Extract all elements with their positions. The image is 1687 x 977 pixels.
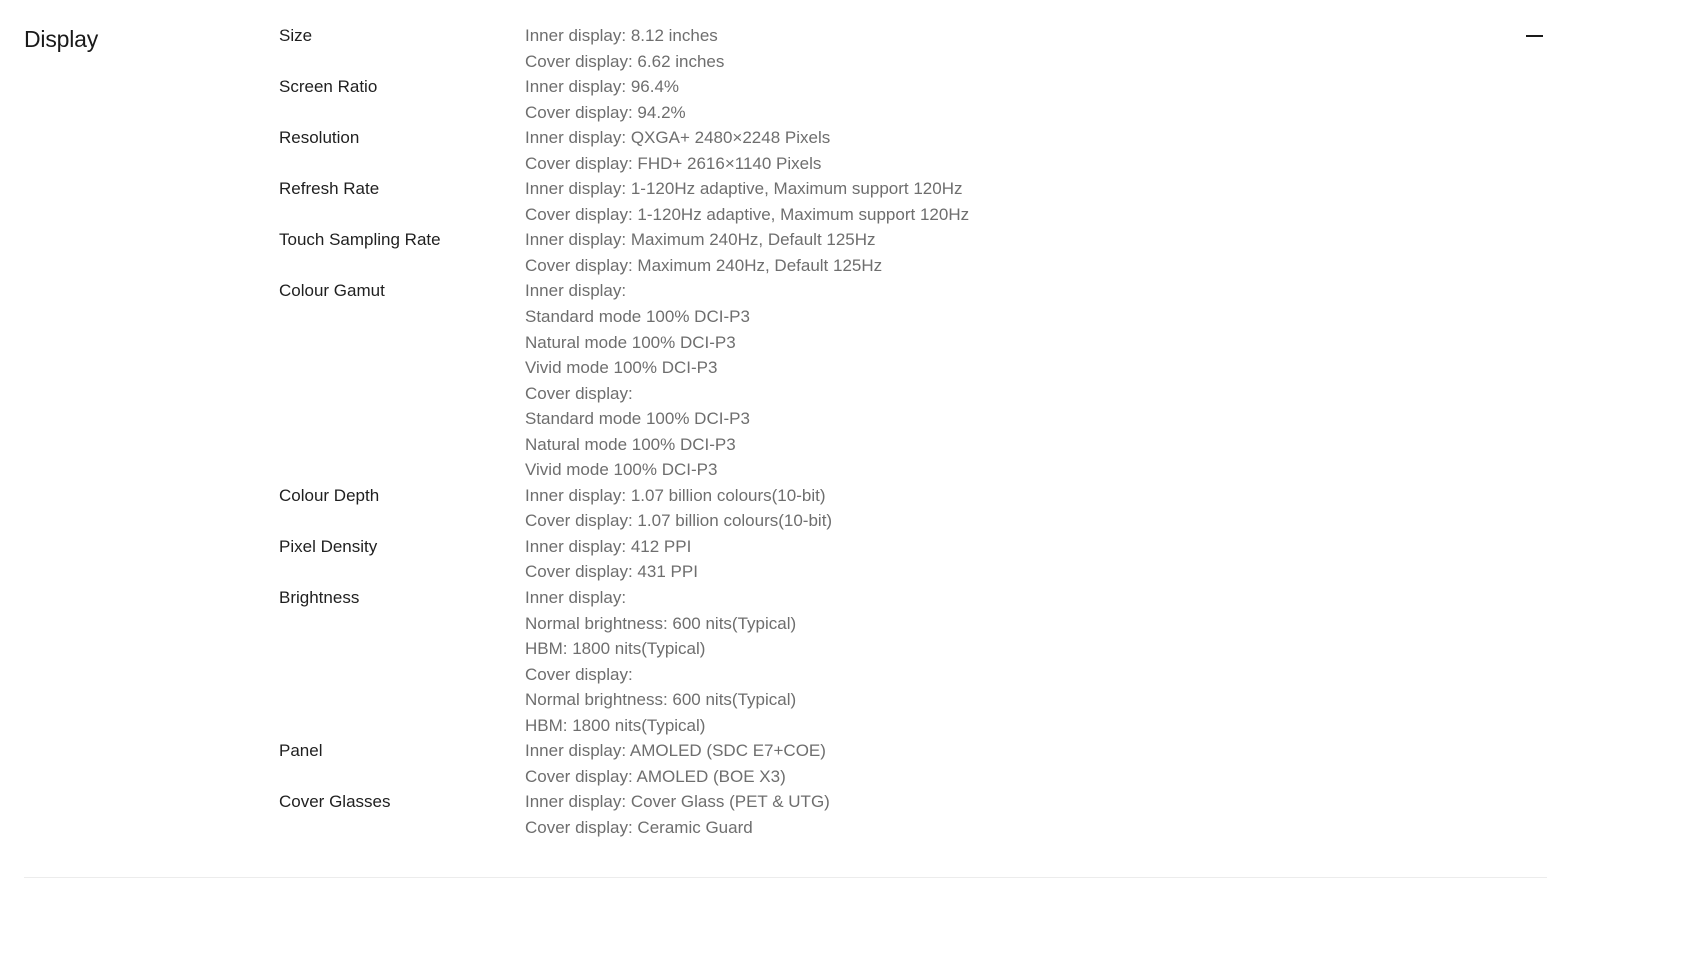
spec-row <box>279 789 1379 840</box>
spec-values <box>525 789 1379 840</box>
spec-label: Screen Ratio <box>279 77 378 97</box>
spec-values <box>525 738 1379 789</box>
spec-values <box>525 23 1379 74</box>
spec-value: Cover display: 6.62 inches <box>525 51 725 71</box>
section-title: Display <box>24 26 99 52</box>
spec-row <box>279 125 1379 176</box>
spec-value: HBM: 1800 nits(Typical) <box>525 715 706 735</box>
spec-value: Standard mode 100% DCI-P3 <box>525 307 750 327</box>
spec-value: Cover display: 431 PPI <box>525 562 698 582</box>
spec-value: Normal brightness: 600 nits(Typical) <box>525 690 797 710</box>
spec-value: Inner display: 1-120Hz adaptive, Maximum support 120Hz <box>525 179 963 199</box>
spec-values <box>525 227 1379 278</box>
spec-value: Inner display: <box>525 588 627 608</box>
spec-value: Vivid mode 100% DCI-P3 <box>525 358 718 378</box>
spec-row <box>279 483 1379 534</box>
spec-value: Inner display: 1.07 billion colours(10-bit) <box>525 485 826 505</box>
spec-label: Resolution <box>279 128 360 148</box>
spec-values <box>525 585 1379 738</box>
spec-value: Inner display: 8.12 inches <box>525 26 718 45</box>
spec-value: Cover display: 1.07 billion colours(10-bit) <box>525 511 833 531</box>
spec-value: Inner display: QXGA+ 2480×2248 Pixels <box>525 128 831 148</box>
spec-label: Colour Depth <box>279 485 380 505</box>
spec-value: Standard mode 100% DCI-P3 <box>525 409 750 429</box>
section-divider <box>24 877 1547 878</box>
spec-label: Cover Glasses <box>279 792 391 812</box>
collapse-button[interactable] <box>1516 22 1552 50</box>
spec-value: Cover display: 1-120Hz adaptive, Maximum support 120Hz <box>525 204 970 224</box>
spec-label: Size <box>279 26 313 45</box>
spec-label: Brightness <box>279 588 360 608</box>
spec-row <box>279 738 1379 789</box>
spec-value: Cover display: 94.2% <box>525 102 686 122</box>
spec-value: Inner display: 412 PPI <box>525 536 692 556</box>
spec-values <box>525 125 1379 176</box>
spec-row <box>279 278 1379 482</box>
spec-value: Inner display: Maximum 240Hz, Default 125Hz <box>525 230 876 250</box>
spec-value: Cover display: <box>525 383 633 403</box>
spec-value: Cover display: AMOLED (BOE X3) <box>525 766 786 786</box>
spec-value: Cover display: Ceramic Guard <box>525 817 753 837</box>
spec-value: Natural mode 100% DCI-P3 <box>525 332 736 352</box>
spec-values <box>525 534 1379 585</box>
spec-values <box>525 74 1379 125</box>
spec-value: Inner display: AMOLED (SDC E7+COE) <box>525 741 826 761</box>
spec-value: Vivid mode 100% DCI-P3 <box>525 460 718 480</box>
spec-value: Cover display: Maximum 240Hz, Default 125Hz <box>525 255 883 275</box>
spec-label: Panel <box>279 741 323 761</box>
spec-value: Inner display: 96.4% <box>525 77 680 97</box>
spec-values <box>525 176 1379 227</box>
spec-values <box>525 278 1379 482</box>
spec-values <box>525 483 1379 534</box>
spec-label: Touch Sampling Rate <box>279 230 441 250</box>
spec-label: Pixel Density <box>279 536 378 556</box>
spec-value: Normal brightness: 600 nits(Typical) <box>525 613 797 633</box>
spec-value: Cover display: FHD+ 2616×1140 Pixels <box>525 153 822 173</box>
spec-label: Colour Gamut <box>279 281 385 301</box>
spec-list <box>279 23 1379 841</box>
spec-row <box>279 585 1379 738</box>
spec-value: Cover display: <box>525 664 633 684</box>
spec-row <box>279 227 1379 278</box>
spec-value: Inner display: Cover Glass (PET & UTG) <box>525 792 830 812</box>
spec-row <box>279 176 1379 227</box>
spec-value: Inner display: <box>525 281 627 301</box>
minus-icon <box>1526 35 1543 37</box>
spec-value: Natural mode 100% DCI-P3 <box>525 434 736 454</box>
spec-row <box>279 74 1379 125</box>
spec-label: Refresh Rate <box>279 179 380 199</box>
spec-row <box>279 23 1379 74</box>
spec-value: HBM: 1800 nits(Typical) <box>525 639 706 659</box>
spec-row <box>279 534 1379 585</box>
